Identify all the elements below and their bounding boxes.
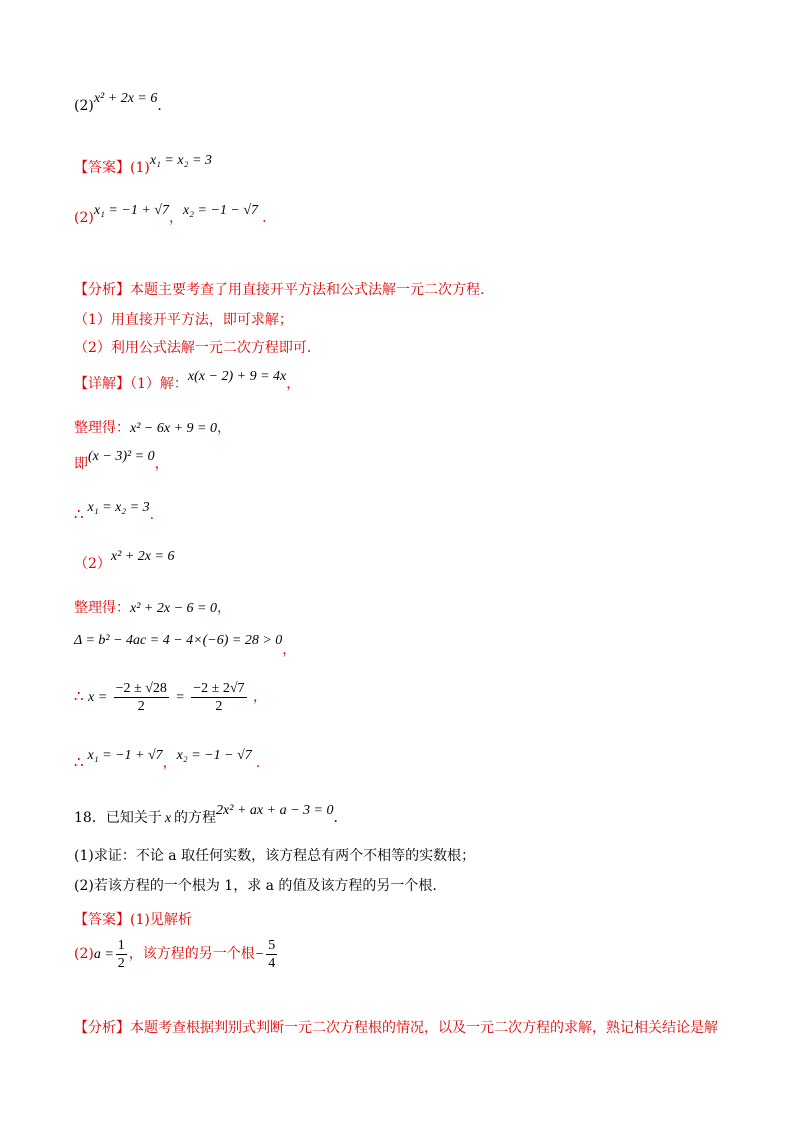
denominator: 2 xyxy=(215,698,223,714)
answer-text: (1)见解析 xyxy=(130,912,192,928)
comma: ， xyxy=(252,689,267,705)
root-1: x₁ = −1 + √7 xyxy=(93,203,169,218)
discriminant-equation: Δ = b² − 4ac = 4 − 4×(−6) = 28 > 0 xyxy=(74,633,283,648)
comma: ， xyxy=(216,420,231,436)
stem-variable: x xyxy=(164,811,172,826)
equation: x(x − 2) + 9 = 4x xyxy=(187,369,287,384)
step-label: 整理得： xyxy=(74,420,130,436)
denominator: 4 xyxy=(268,955,276,971)
root-2: x₂ = −1 − √7 xyxy=(182,203,259,218)
detail-tag: 【详解】 xyxy=(74,376,130,392)
detail-17-step-5 xyxy=(74,630,297,658)
analysis-17-item-2: （2）利用公式法解一元二次方程即可. xyxy=(74,340,312,356)
equation: (x − 3)² = 0 xyxy=(88,449,155,464)
detail-17-part-1 xyxy=(74,369,301,395)
equation: x₁ = x₂ = 3 xyxy=(87,500,150,515)
answer-equation: x₁ = x₂ = 3 xyxy=(149,153,212,168)
end-period: . xyxy=(262,210,267,226)
part-label: （1）解： xyxy=(130,376,188,392)
answer-17-part-1 xyxy=(74,153,212,179)
numerator: 5 xyxy=(268,937,276,953)
comma: ， xyxy=(216,600,231,616)
analysis-text: 本题考查根据判别式判断一元二次方程根的情况，以及一元二次方程的求解，熟记相关结论是解 xyxy=(130,1020,718,1036)
denominator: 2 xyxy=(137,698,145,714)
detail-17-step-6 xyxy=(74,676,267,718)
fraction-a xyxy=(116,937,127,972)
end-period: . xyxy=(157,98,162,114)
part-label: (2) xyxy=(74,946,94,962)
analysis-text: 本题主要考查了用直接开平方法和公式法解一元二次方程. xyxy=(130,282,485,298)
answer-17-part-2 xyxy=(74,203,267,229)
numerator: −2 ± √28 xyxy=(115,680,167,696)
detail-17-step-1 xyxy=(74,418,231,439)
stem-prefix: 18．已知关于 xyxy=(74,810,162,826)
answer-tag: 【答案】 xyxy=(74,160,130,176)
therefore-symbol: ∴ xyxy=(74,753,84,771)
answer-text: ，该方程的另一个根 xyxy=(128,946,255,962)
end-period: . xyxy=(149,507,155,523)
stem-equation: 2x² + ax + a − 3 = 0 xyxy=(216,803,334,818)
therefore-symbol: ∴ xyxy=(74,687,84,705)
end-period: . xyxy=(255,755,261,771)
minus-sign: − xyxy=(254,947,265,962)
numerator: 1 xyxy=(117,937,125,953)
question-18-part-1: (1)求证：不论 a 取任何实数，该方程总有两个不相等的实数根； xyxy=(74,848,476,864)
analysis-tag: 【分析】 xyxy=(74,282,130,298)
analysis-17 xyxy=(74,280,484,300)
part-label: (1) xyxy=(130,160,150,176)
analysis-tag: 【分析】 xyxy=(74,1020,130,1036)
detail-17-step-2 xyxy=(74,449,169,475)
end-period: . xyxy=(333,810,338,826)
denominator: 2 xyxy=(117,955,125,971)
x-lhs: x = xyxy=(88,690,108,705)
equation: x² + 2x − 6 = 0 xyxy=(130,601,217,616)
separator: ， xyxy=(168,210,183,226)
fraction-root xyxy=(266,937,277,972)
detail-17-step-3 xyxy=(74,500,155,526)
stem-mid: 的方程 xyxy=(174,810,217,826)
analysis-17-item-1: （1）用直接开平方法，即可求解； xyxy=(74,312,293,328)
part-label: (2) xyxy=(74,98,94,114)
comma: ， xyxy=(162,755,177,771)
answer-18-part-1 xyxy=(74,910,192,930)
part-label: （2） xyxy=(74,556,111,572)
a-lhs: a = xyxy=(93,947,114,962)
detail-17-step-7 xyxy=(74,748,261,774)
detail-17-step-4 xyxy=(74,598,231,619)
detail-17-part-2 xyxy=(74,549,175,575)
step-label: 即 xyxy=(74,456,88,472)
question-18-stem xyxy=(74,803,338,829)
equation: x² + 2x = 6 xyxy=(93,91,158,106)
fraction-2 xyxy=(191,680,246,715)
question-17-part-2 xyxy=(74,91,162,117)
step-label: 整理得： xyxy=(74,600,130,616)
comma: ， xyxy=(282,642,297,658)
therefore-symbol: ∴ xyxy=(74,505,84,523)
analysis-18 xyxy=(74,1018,718,1038)
root-1: x₁ = −1 + √7 xyxy=(87,748,163,763)
equals-sign: = xyxy=(175,690,185,705)
equation: x² − 6x + 9 = 0 xyxy=(130,421,217,436)
fraction-1 xyxy=(114,680,169,715)
root-2: x₂ = −1 − √7 xyxy=(176,748,252,763)
comma: ， xyxy=(286,376,301,392)
numerator: −2 ± 2√7 xyxy=(193,680,245,696)
comma: ， xyxy=(154,456,169,472)
part-label: (2) xyxy=(74,210,94,226)
question-18-part-2: (2)若该方程的一个根为 1，求 a 的值及该方程的另一个根. xyxy=(74,878,437,894)
equation: x² + 2x = 6 xyxy=(110,549,175,564)
answer-tag: 【答案】 xyxy=(74,912,130,928)
answer-18-part-2 xyxy=(74,934,279,975)
